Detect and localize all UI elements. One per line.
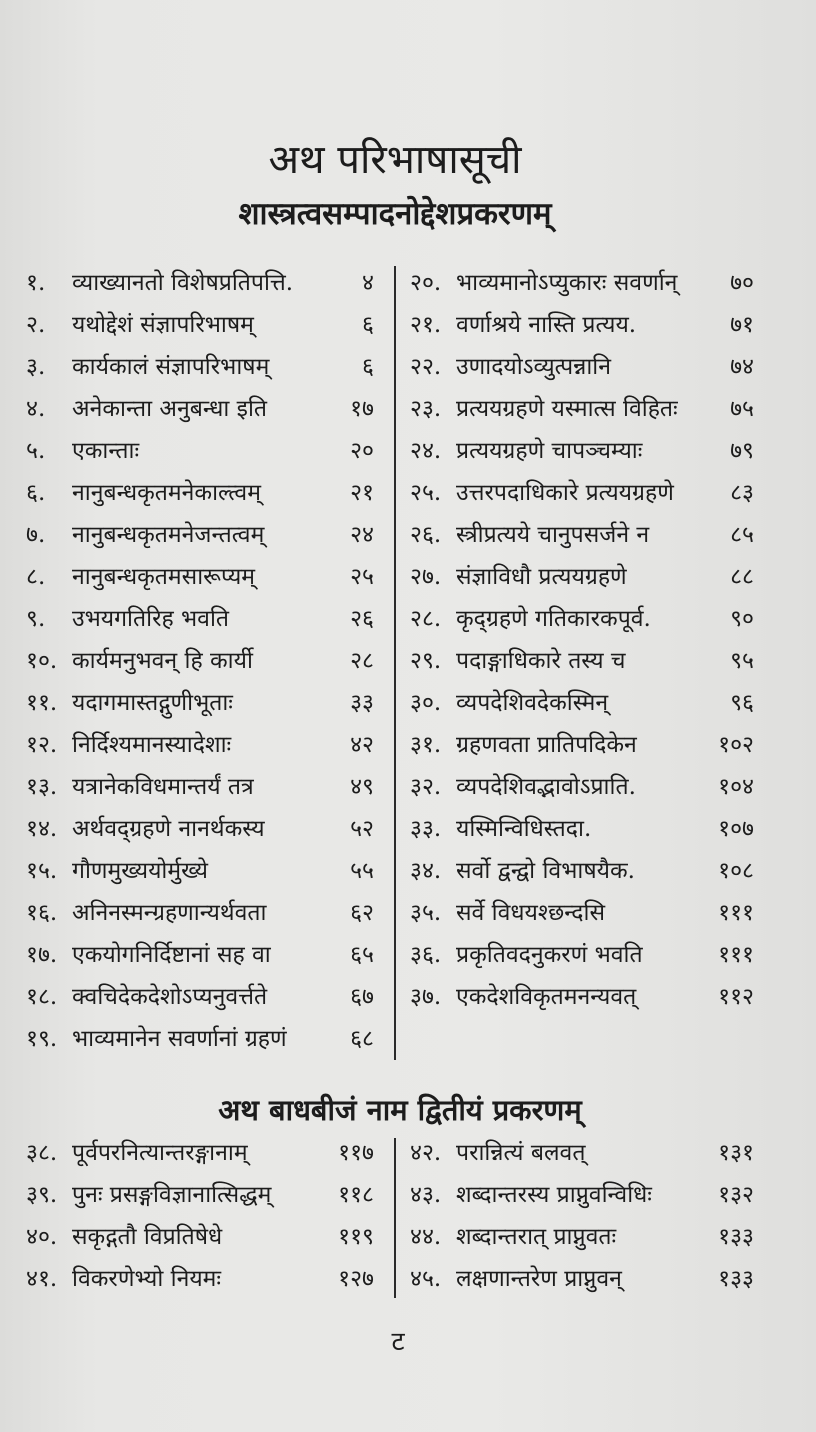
toc-entry	[410, 1258, 754, 1300]
entry-title: भाव्यमानेन सवर्णानां ग्रहणं	[72, 1026, 287, 1052]
entry-number: १७.	[26, 942, 58, 968]
entry-title: क्वचिदेकदेशोऽप्यनुवर्त्तते	[72, 984, 268, 1010]
entry-number: ३९.	[26, 1182, 58, 1208]
entry-title: प्रत्ययग्रहणे यस्मात्स विहितः	[456, 396, 678, 422]
entry-title: उभयगतिरिह भवति	[72, 606, 230, 632]
part1-left-column	[26, 262, 374, 1062]
entry-number: ३१.	[410, 732, 442, 758]
entry-title: सर्वे विधयश्छन्दसि	[456, 900, 606, 926]
entry-title: एकान्ताः	[72, 438, 140, 464]
toc-entry	[26, 934, 374, 976]
section-1-heading: शास्त्रत्वसम्पादनोद्देशप्रकरणम्	[238, 196, 552, 232]
entry-number: २३.	[410, 396, 442, 422]
toc-entry	[410, 850, 754, 892]
entry-number: ३५.	[410, 900, 442, 926]
entry-title: यस्मिन्विधिस्तदा.	[456, 816, 592, 842]
entry-number: ४५.	[410, 1266, 442, 1292]
entry-title: व्यपदेशिवदेकस्मिन्	[456, 690, 609, 716]
toc-entry	[26, 388, 374, 430]
toc-entry	[410, 1174, 754, 1216]
entry-number: २०.	[410, 270, 442, 296]
entry-title: पूर्वपरनित्यान्तरङ्गानाम्	[72, 1140, 248, 1166]
entry-page-number: ९५	[730, 648, 754, 674]
entry-page-number: १३१	[718, 1140, 754, 1166]
entry-title: शब्दान्तरात् प्राप्नुवतः	[456, 1224, 617, 1250]
entry-number: ९.	[26, 606, 46, 632]
entry-title: यथोद्देशं संज्ञापरिभाषम्	[72, 312, 254, 338]
entry-title: प्रत्ययग्रहणे चापञ्चम्याः	[456, 438, 643, 464]
toc-entry	[410, 304, 754, 346]
entry-page-number: ६	[362, 354, 374, 380]
toc-entry	[26, 514, 374, 556]
entry-number: २६.	[410, 522, 442, 548]
entry-number: १.	[26, 270, 46, 296]
toc-entry	[410, 262, 754, 304]
toc-entry	[26, 808, 374, 850]
entry-number: १८.	[26, 984, 58, 1010]
entry-title: संज्ञाविधौ प्रत्ययग्रहणे	[456, 564, 627, 590]
entry-page-number: १०८	[718, 858, 754, 884]
entry-title: नानुबन्धकृतमनेजन्तत्वम्	[72, 522, 265, 548]
entry-page-number: १३३	[718, 1224, 754, 1250]
toc-entry	[410, 640, 754, 682]
toc-entry	[26, 682, 374, 724]
toc-entry	[26, 1132, 374, 1174]
toc-entry	[26, 766, 374, 808]
entry-number: ५.	[26, 438, 46, 464]
entry-title: निर्दिश्यमानस्यादेशाः	[72, 732, 232, 758]
entry-number: १३.	[26, 774, 58, 800]
part1-column-divider	[394, 266, 396, 1060]
entry-title: अनिनस्मन्ग्रहणान्यर्थवता	[72, 900, 267, 926]
toc-entry	[410, 892, 754, 934]
part1-right-column	[410, 262, 754, 1062]
entry-number: ४.	[26, 396, 46, 422]
entry-number: ४२.	[410, 1140, 442, 1166]
toc-entry	[410, 472, 754, 514]
page-number: ट	[391, 1327, 405, 1357]
toc-entry	[26, 1174, 374, 1216]
entry-number: ४३.	[410, 1182, 442, 1208]
entry-title: अर्थवद्ग्रहणे नानर्थकस्य	[72, 816, 265, 842]
entry-title: गौणमुख्ययोर्मुख्ये	[72, 858, 208, 884]
toc-entry	[410, 514, 754, 556]
entry-number: ३८.	[26, 1140, 58, 1166]
section-2-heading: अथ बाधबीजं नाम द्वितीयं प्रकरणम्	[218, 1093, 582, 1127]
toc-entry	[26, 430, 374, 472]
entry-title: सर्वो द्वन्द्वो विभाषयैक.	[456, 858, 635, 884]
entry-number: ३३.	[410, 816, 442, 842]
entry-title: पुनः प्रसङ्गविज्ञानात्सिद्धम्	[72, 1182, 272, 1208]
entry-page-number: २८	[350, 648, 374, 674]
toc-entry	[410, 388, 754, 430]
toc-entry	[410, 808, 754, 850]
entry-number: १२.	[26, 732, 58, 758]
entry-title: यत्रानेकविधमान्तर्यं तत्र	[72, 774, 254, 800]
toc-entry	[410, 976, 754, 1018]
entry-number: १०.	[26, 648, 58, 674]
entry-title: उत्तरपदाधिकारे प्रत्ययग्रहणे	[456, 480, 674, 506]
part2-right-column	[410, 1132, 754, 1304]
toc-entry	[26, 1258, 374, 1300]
toc-entry	[26, 262, 374, 304]
entry-title: कृद्ग्रहणे गतिकारकपूर्व.	[456, 606, 651, 632]
entry-title: यदागमास्तद्गुणीभूताः	[72, 690, 233, 716]
entry-page-number: ६२	[350, 900, 374, 926]
entry-title: पदाङ्गाधिकारे तस्य च	[456, 648, 626, 674]
toc-entry	[26, 640, 374, 682]
toc-entry	[410, 682, 754, 724]
toc-entry	[26, 304, 374, 346]
entry-title: कार्यकालं संज्ञापरिभाषम्	[72, 354, 270, 380]
toc-entry	[410, 346, 754, 388]
entry-page-number: ४९	[350, 774, 374, 800]
toc-entry	[26, 346, 374, 388]
entry-number: ४४.	[410, 1224, 442, 1250]
entry-page-number: ६७	[350, 984, 374, 1010]
entry-page-number: २५	[350, 564, 374, 590]
entry-page-number: ६८	[350, 1026, 374, 1052]
entry-title: भाव्यमानोऽप्युकारः सवर्णान्	[456, 270, 678, 296]
entry-page-number: १०२	[718, 732, 754, 758]
entry-number: ३०.	[410, 690, 442, 716]
entry-title: उणादयोऽव्युत्पन्नानि	[456, 354, 612, 380]
entry-page-number: ४	[362, 270, 374, 296]
entry-number: ८.	[26, 564, 46, 590]
toc-entry	[26, 892, 374, 934]
entry-page-number: २६	[350, 606, 374, 632]
toc-entry	[26, 598, 374, 640]
entry-number: ३६.	[410, 942, 442, 968]
entry-title: व्याख्यानतो विशेषप्रतिपत्ति.	[72, 270, 294, 296]
entry-page-number: १३३	[718, 1266, 754, 1292]
toc-entry	[26, 1018, 374, 1060]
entry-title: विकरणेभ्यो नियमः	[72, 1266, 222, 1292]
entry-number: २४.	[410, 438, 442, 464]
entry-number: ६.	[26, 480, 46, 506]
toc-entry	[410, 556, 754, 598]
entry-title: अनेकान्ता अनुबन्धा इति	[72, 396, 268, 422]
entry-page-number: १११	[718, 942, 754, 968]
entry-page-number: ११८	[338, 1182, 374, 1208]
entry-page-number: १३२	[718, 1182, 754, 1208]
toc-entry	[410, 598, 754, 640]
entry-page-number: १२७	[338, 1266, 374, 1292]
entry-page-number: २१	[350, 480, 374, 506]
entry-page-number: ६	[362, 312, 374, 338]
entry-number: १६.	[26, 900, 58, 926]
entry-title: नानुबन्धकृतमनेकाल्त्वम्	[72, 480, 261, 506]
entry-page-number: ७१	[730, 312, 754, 338]
entry-page-number: ५२	[350, 816, 374, 842]
entry-number: ११.	[26, 690, 58, 716]
toc-entry	[26, 1216, 374, 1258]
entry-page-number: १०४	[718, 774, 754, 800]
entry-title: ग्रहणवता प्रातिपदिकेन	[456, 732, 637, 758]
entry-page-number: ११२	[718, 984, 754, 1010]
entry-number: ७.	[26, 522, 46, 548]
entry-page-number: ७०	[730, 270, 754, 296]
toc-entry	[410, 430, 754, 472]
entry-page-number: ५५	[350, 858, 374, 884]
entry-title: प्रकृतिवदनुकरणं भवति	[456, 942, 643, 968]
entry-title: परान्नित्यं बलवत्	[456, 1140, 586, 1166]
entry-page-number: ९६	[730, 690, 754, 716]
entry-number: ४०.	[26, 1224, 58, 1250]
entry-page-number: ११७	[338, 1140, 374, 1166]
entry-number: ४१.	[26, 1266, 58, 1292]
entry-title: एकयोगनिर्दिष्टानां सह वा	[72, 942, 271, 968]
entry-title: वर्णाश्रये नास्ति प्रत्यय.	[456, 312, 637, 338]
entry-number: २९.	[410, 648, 442, 674]
entry-page-number: ८५	[730, 522, 754, 548]
entry-number: १९.	[26, 1026, 58, 1052]
entry-page-number: ८८	[730, 564, 754, 590]
entry-number: ३२.	[410, 774, 442, 800]
entry-page-number: ३३	[350, 690, 374, 716]
entry-page-number: १११	[718, 900, 754, 926]
entry-page-number: २०	[350, 438, 374, 464]
toc-entry	[410, 1216, 754, 1258]
entry-number: १४.	[26, 816, 58, 842]
entry-title: व्यपदेशिवद्भावोऽप्राति.	[456, 774, 636, 800]
part2-column-divider	[394, 1138, 396, 1298]
toc-entry	[26, 850, 374, 892]
entry-number: २.	[26, 312, 46, 338]
entry-number: ३७.	[410, 984, 442, 1010]
entry-page-number: ४२	[350, 732, 374, 758]
entry-page-number: ८३	[730, 480, 754, 506]
entry-page-number: २४	[350, 522, 374, 548]
entry-title: लक्षणान्तरेण प्राप्नुवन्	[456, 1266, 622, 1292]
entry-title: एकदेशविकृतमनन्यवत्	[456, 984, 637, 1010]
entry-number: २२.	[410, 354, 442, 380]
entry-page-number: ६५	[350, 942, 374, 968]
entry-page-number: ७५	[730, 396, 754, 422]
toc-entry	[26, 556, 374, 598]
entry-number: १५.	[26, 858, 58, 884]
entry-page-number: ७४	[730, 354, 754, 380]
part2-left-column	[26, 1132, 374, 1304]
entry-title: नानुबन्धकृतमसारूप्यम्	[72, 564, 256, 590]
entry-page-number: १७	[350, 396, 374, 422]
entry-title: स्त्रीप्रत्यये चानुपसर्जने न	[456, 522, 650, 548]
toc-entry	[410, 724, 754, 766]
toc-entry	[410, 766, 754, 808]
entry-title: शब्दान्तरस्य प्राप्नुवन्विधिः	[456, 1182, 652, 1208]
toc-entry	[410, 934, 754, 976]
entry-number: ३.	[26, 354, 46, 380]
entry-number: २८.	[410, 606, 442, 632]
entry-number: २७.	[410, 564, 442, 590]
page-title: अथ परिभाषासूची	[268, 137, 522, 183]
entry-number: ३४.	[410, 858, 442, 884]
entry-number: २१.	[410, 312, 442, 338]
toc-entry	[410, 1132, 754, 1174]
entry-page-number: ११९	[338, 1224, 374, 1250]
toc-entry	[26, 472, 374, 514]
entry-title: सकृद्गतौ विप्रतिषेधे	[72, 1224, 223, 1250]
entry-number: २५.	[410, 480, 442, 506]
entry-page-number: ७९	[730, 438, 754, 464]
entry-page-number: ९०	[730, 606, 754, 632]
toc-entry	[26, 724, 374, 766]
entry-title: कार्यमनुभवन् हि कार्यी	[72, 648, 253, 674]
entry-page-number: १०७	[718, 816, 754, 842]
toc-entry	[26, 976, 374, 1018]
